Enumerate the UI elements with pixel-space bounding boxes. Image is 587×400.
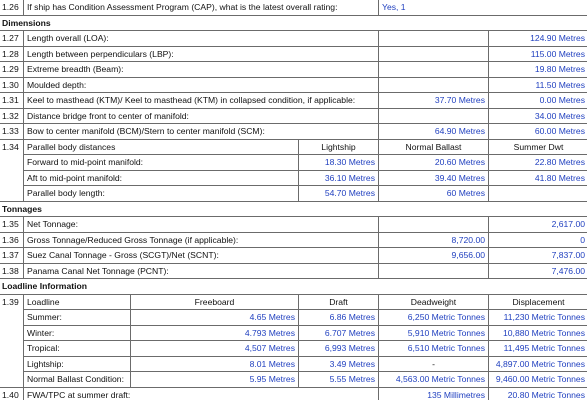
suez-gross-value[interactable]: 9,656.00 [379,248,489,264]
table-row [0,108,587,124]
table-row [0,77,587,93]
table-row [0,387,587,400]
row-label: FWA/TPC at summer draft: [24,387,379,400]
row-label: Normal Ballast Condition: [24,372,131,387]
loa-value[interactable]: 124.90 Metres [489,31,587,47]
column-header-lightship: Lightship [299,139,379,155]
table-cell[interactable]: 11,495 Metric Tonnes [489,341,587,357]
table-row [0,186,587,202]
table-cell[interactable]: 4.793 Metres [244,327,295,338]
tpc-value[interactable]: 20.80 Metric Tonnes [489,387,587,400]
row-label: Net Tonnage: [24,217,379,233]
scm-value[interactable]: 60.00 Metres [489,124,587,140]
ktm-value[interactable]: 37.70 Metres [379,93,489,109]
row-label: Suez Canal Tonnage - Gross (SCGT)/Net (SCNT): [24,248,379,264]
reduced-gross-tonnage-value[interactable]: 0 [489,232,587,248]
table-row [0,248,587,264]
row-number: 1.26 [0,0,24,15]
column-header-draft: Draft [299,294,379,310]
section-title-dimensions: Dimensions [0,15,587,31]
table-row [0,124,587,140]
table-cell[interactable]: 4,897.00 Metric Tonnes [489,356,587,372]
table-cell[interactable]: 22.80 Metres [489,155,587,171]
table-row [0,46,587,62]
row-number: 1.40 [0,387,24,400]
row-number: 1.38 [0,263,24,279]
section-header-row [0,279,587,295]
table-row [0,31,587,47]
table-row [0,263,587,279]
table-row [0,294,587,310]
row-number: 1.27 [0,31,24,47]
panama-net-value[interactable]: 7,476.00 [489,263,587,279]
table-row [0,62,587,78]
table-cell[interactable]: 36.10 Metres [299,170,379,186]
table-row [0,170,587,186]
table-row [0,155,587,171]
table-cell[interactable]: 5.55 Metres [299,372,379,388]
row-label: Parallel body length: [24,186,299,202]
section-title-loadline: Loadline Information [0,279,587,295]
table-cell[interactable]: 10,880 Metric Tonnes [489,325,587,341]
table-cell[interactable]: 54.70 Metres [299,186,379,202]
row-label: Parallel body distances [24,139,299,155]
section-header-row [0,201,587,217]
table-cell[interactable]: 41.80 Metres [489,170,587,186]
table-cell[interactable]: 5.95 Metres [249,374,295,384]
row-label: Panama Canal Net Tonnage (PCNT): [24,263,379,279]
table-row [0,372,587,388]
row-label: Winter: [24,326,131,341]
table-cell[interactable]: 3.49 Metres [299,356,379,372]
table-row [0,310,587,326]
row-label: Bow to center manifold (BCM)/Stern to center manifold (SCM): [24,124,379,140]
table-cell[interactable]: 11,230 Metric Tonnes [489,310,587,326]
row-number: 1.31 [0,93,24,109]
moulded-depth-value[interactable]: 11.50 Metres [489,77,587,93]
table-cell[interactable]: 8.01 Metres [249,358,295,369]
row-label: Length between perpendiculars (LBP): [24,46,379,62]
table-cell[interactable]: 20.60 Metres [379,155,489,171]
row-number: 1.37 [0,248,24,264]
table-cell[interactable]: 4.65 Metres [249,312,295,322]
table-row [0,356,587,372]
row-label: Keel to masthead (KTM)/ Keel to masthead (KTM) in collapsed condition, if applicable: [24,93,379,109]
table-cell[interactable]: 4,563.00 Metric Tonnes [379,372,489,388]
beam-value[interactable]: 19.80 Metres [489,62,587,78]
row-label: Tropical: [24,341,131,356]
section-title-tonnages: Tonnages [0,201,587,217]
row-label: Distance bridge front to center of manifold: [24,108,379,124]
row-number: 1.28 [0,46,24,62]
table-row [0,139,587,155]
table-row [0,232,587,248]
column-header-summer-dwt: Summer Dwt [489,139,587,155]
row-label: Aft to mid-point manifold: [24,170,299,186]
row-label: Gross Tonnage/Reduced Gross Tonnage (if applicable): [24,232,379,248]
table-cell[interactable]: 18.30 Metres [299,155,379,171]
fwa-value[interactable]: 135 Millimetres [379,387,489,400]
row-label: Loadline [24,295,131,310]
ktm-collapsed-value[interactable]: 0.00 Metres [489,93,587,109]
column-header-displacement: Displacement [489,294,587,310]
suez-net-value[interactable]: 7,837.00 [489,248,587,264]
table-row [0,93,587,109]
table-row [0,0,587,15]
table-cell[interactable]: 39.40 Metres [379,170,489,186]
table-cell[interactable]: 6,250 Metric Tonnes [379,310,489,326]
table-cell[interactable]: 6,510 Metric Tonnes [379,341,489,357]
row-label: Extreme breadth (Beam): [24,62,379,78]
table-cell[interactable]: 60 Metres [379,186,489,202]
row-label: Moulded depth: [24,77,379,93]
table-cell[interactable]: 9,460.00 Metric Tonnes [489,372,587,388]
bcm-value[interactable]: 64.90 Metres [379,124,489,140]
net-tonnage-value[interactable]: 2,617.00 [489,217,587,233]
table-cell[interactable]: 6.86 Metres [299,310,379,326]
table-row [0,325,587,341]
row-label: Lightship: [24,357,131,372]
row-number: 1.32 [0,108,24,124]
table-cell[interactable]: - [379,356,489,372]
row-number: 1.36 [0,232,24,248]
table-row [0,341,587,357]
row-label: Length overall (LOA): [24,31,379,47]
table-cell[interactable]: 6,993 Metres [299,341,379,357]
row-label: Summer: [24,310,131,325]
row-number: 1.34 [0,139,24,201]
row-label: If ship has Condition Assessment Program (CAP), what is the latest overall rating: [24,0,379,15]
row-number: 1.30 [0,77,24,93]
table-row [0,217,587,233]
row-label: Forward to mid-point manifold: [24,155,299,171]
table-cell[interactable]: 5,910 Metric Tonnes [379,325,489,341]
column-header-normal-ballast: Normal Ballast [379,139,489,155]
lbp-value[interactable]: 115.00 Metres [489,46,587,62]
row-number: 1.29 [0,62,24,78]
table-cell[interactable]: 4,507 Metres [244,343,295,353]
row-number: 1.39 [0,294,24,387]
cap-rating-value[interactable]: Yes, 1 [379,0,587,15]
column-header-deadweight: Deadweight [379,294,489,310]
bridge-to-manifold-value[interactable]: 34.00 Metres [489,108,587,124]
column-header-freeboard: Freeboard [194,296,235,307]
gross-tonnage-value[interactable]: 8,720.00 [379,232,489,248]
table-cell[interactable]: 6.707 Metres [299,325,379,341]
section-header-row [0,15,587,31]
row-number: 1.35 [0,217,24,233]
row-number: 1.33 [0,124,24,140]
table-cell[interactable] [489,186,587,202]
